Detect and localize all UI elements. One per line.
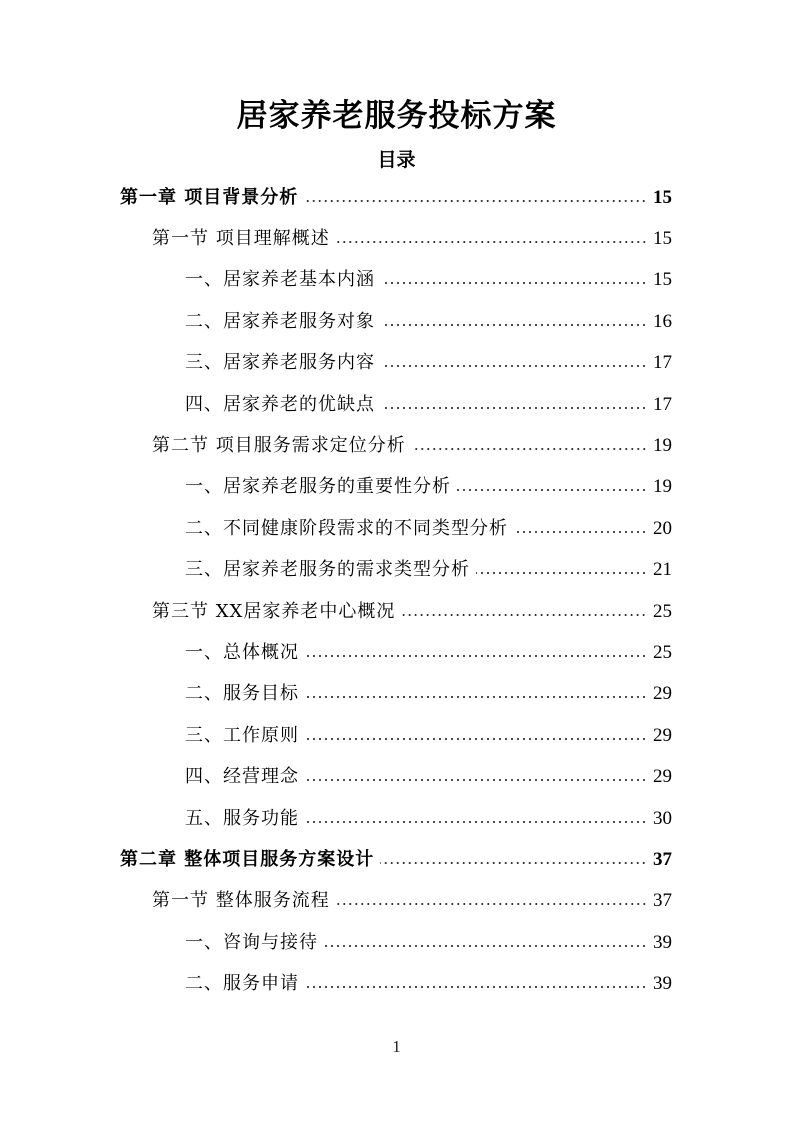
toc-entry-item[interactable] [0, 550, 793, 591]
toc-entry-page: 29 [653, 683, 672, 705]
toc-entry-chapter-2[interactable] [0, 839, 793, 880]
toc-entry-item[interactable] [0, 715, 793, 756]
toc-entry-item[interactable] [0, 963, 793, 1004]
toc-entry-item[interactable] [0, 384, 793, 425]
toc-entry-label: 二、不同健康阶段需求的不同类型分析 [185, 517, 508, 539]
toc-entry-item[interactable] [0, 674, 793, 715]
toc-entry-label: 第一节 项目理解概述 [152, 228, 330, 250]
toc-entry-item[interactable] [0, 798, 793, 839]
toc-entry-section[interactable] [0, 425, 793, 466]
toc-entry-label: 三、居家养老服务的需求类型分析 [185, 559, 470, 581]
toc-entry-page: 39 [653, 931, 672, 953]
dot-leader [381, 282, 647, 284]
dot-leader [457, 489, 647, 491]
toc-entry-label: 二、服务目标 [185, 683, 299, 705]
toc-entry-label: 第一章 项目背景分析 [120, 186, 299, 208]
dot-leader [305, 779, 647, 781]
toc-entry-page: 29 [653, 724, 672, 746]
dot-leader [324, 945, 647, 947]
toc-entry-item[interactable] [0, 467, 793, 508]
dot-leader [514, 531, 647, 533]
table-of-contents [0, 177, 793, 1005]
toc-entry-item[interactable] [0, 756, 793, 797]
dot-leader [401, 614, 647, 616]
dot-leader [381, 324, 647, 326]
toc-entry-item[interactable] [0, 343, 793, 384]
toc-entry-page: 21 [653, 559, 672, 581]
toc-entry-page: 17 [653, 352, 672, 374]
dot-leader [305, 738, 647, 740]
toc-entry-item[interactable] [0, 632, 793, 673]
toc-entry-page: 20 [653, 517, 672, 539]
toc-entry-page: 37 [653, 848, 672, 870]
dot-leader [336, 903, 647, 905]
toc-entry-label: 第三节 XX居家养老中心概况 [152, 600, 396, 622]
toc-entry-label: 第二节 项目服务需求定位分析 [152, 435, 406, 457]
toc-entry-label: 一、居家养老基本内涵 [185, 269, 375, 291]
document-title: 居家养老服务投标方案 [236, 98, 557, 134]
toc-entry-page: 19 [653, 435, 672, 457]
dot-leader [336, 241, 647, 243]
toc-entry-page: 16 [653, 310, 672, 332]
toc-entry-section[interactable] [0, 591, 793, 632]
toc-entry-item[interactable] [0, 301, 793, 342]
toc-entry-label: 五、服务功能 [185, 807, 299, 829]
toc-entry-label: 四、经营理念 [185, 766, 299, 788]
toc-entry-page: 17 [653, 393, 672, 415]
dot-leader [381, 365, 647, 367]
toc-entry-page: 37 [653, 890, 672, 912]
dot-leader [305, 986, 647, 988]
toc-entry-label: 一、居家养老服务的重要性分析 [185, 476, 451, 498]
toc-entry-label: 一、咨询与接待 [185, 931, 318, 953]
toc-entry-page: 30 [653, 807, 672, 829]
dot-leader [412, 448, 647, 450]
dot-leader [305, 655, 647, 657]
toc-heading: 目录 [377, 149, 416, 171]
page-number: 1 [392, 1037, 401, 1056]
toc-entry-page: 15 [653, 186, 672, 208]
toc-entry-label: 一、总体概况 [185, 641, 299, 663]
dot-leader [380, 862, 647, 864]
toc-entry-item[interactable] [0, 922, 793, 963]
toc-entry-page: 29 [653, 766, 672, 788]
toc-entry-item[interactable] [0, 508, 793, 549]
toc-entry-page: 25 [653, 641, 672, 663]
toc-entry-label: 三、工作原则 [185, 724, 299, 746]
dot-leader [305, 696, 647, 698]
toc-entry-page: 25 [653, 600, 672, 622]
toc-entry-page: 15 [653, 269, 672, 291]
toc-entry-section[interactable] [0, 218, 793, 259]
toc-entry-item[interactable] [0, 260, 793, 301]
toc-entry-label: 二、服务申请 [185, 973, 299, 995]
toc-entry-section[interactable] [0, 881, 793, 922]
toc-entry-label: 三、居家养老服务内容 [185, 352, 375, 374]
toc-entry-page: 19 [653, 476, 672, 498]
toc-entry-label: 第二章 整体项目服务方案设计 [120, 848, 375, 870]
toc-entry-page: 39 [653, 973, 672, 995]
dot-leader [476, 572, 647, 574]
dot-leader [304, 200, 647, 202]
dot-leader [381, 407, 647, 409]
toc-entry-label: 第一节 整体服务流程 [152, 890, 330, 912]
toc-entry-label: 四、居家养老的优缺点 [185, 393, 375, 415]
toc-entry-chapter-1[interactable] [0, 177, 793, 218]
dot-leader [305, 821, 647, 823]
toc-entry-page: 15 [653, 228, 672, 250]
toc-entry-label: 二、居家养老服务对象 [185, 310, 375, 332]
